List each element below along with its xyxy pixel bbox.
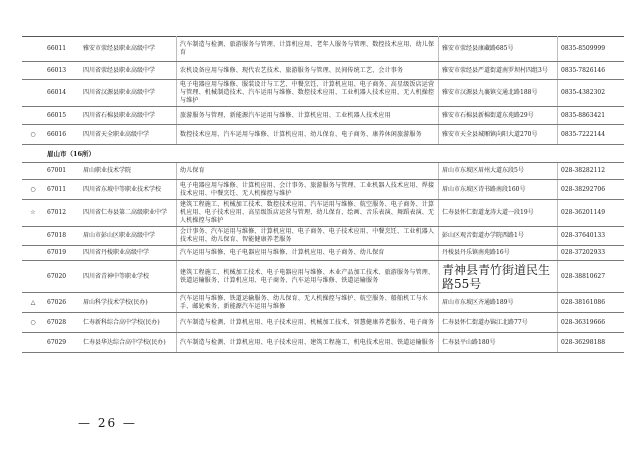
school-code: 67020 bbox=[44, 261, 80, 293]
school-address: 眉山市东坡区齐通路189号 bbox=[439, 293, 558, 313]
school-name: 四川省荥经县职业高级中学 bbox=[80, 62, 177, 80]
school-address: 仁寿县怀仁街道龙涛大道一段19号 bbox=[439, 200, 558, 227]
majors-list: 汽车制造与检测、计算机应用、电子技术应用、建筑工程施工、机电技术应用、铁道运输服务 bbox=[177, 333, 439, 353]
school-phone: 0835-8509999 bbox=[558, 37, 625, 62]
school-row bbox=[22, 80, 624, 107]
school-name: 仁寿新科综合高中学校(民办) bbox=[80, 313, 177, 333]
school-name: 四川省仁寿县第二高级职业中学 bbox=[80, 200, 177, 227]
school-code: 66013 bbox=[44, 62, 80, 80]
schools-table bbox=[22, 36, 624, 353]
school-phone: 0835-8863421 bbox=[558, 107, 625, 125]
majors-list: 农机设备应用与维修、现代农艺技术、旅游服务与管理、民间传统工艺、会计事务 bbox=[177, 62, 439, 80]
school-name: 雅安市荥经县职业高级中学 bbox=[80, 37, 177, 62]
row-marker-icon: ☆ bbox=[22, 200, 44, 227]
majors-list: 汽车运用与维修、电子电器应用与维修、计算机应用、电子商务、幼儿保育 bbox=[177, 246, 439, 261]
row-marker-icon: ○ bbox=[22, 180, 44, 200]
school-name: 四川省汉源县职业高级中学 bbox=[80, 80, 177, 107]
row-marker-icon: △ bbox=[22, 293, 44, 313]
school-row bbox=[22, 180, 624, 200]
school-address: 雅安市石棉县新棉街道东苑路29号 bbox=[439, 107, 558, 125]
school-row bbox=[22, 62, 624, 80]
school-name: 四川省青神中等职业学校 bbox=[80, 261, 177, 293]
row-marker-icon bbox=[22, 227, 44, 246]
school-address: 雅安市荥经县严道街道南罗坝村四组3号 bbox=[439, 62, 558, 80]
row-marker-icon bbox=[22, 107, 44, 125]
region-title: 眉山市（16所） bbox=[44, 145, 624, 163]
school-row bbox=[22, 125, 624, 145]
school-name: 四川省东坡中等职业技术学校 bbox=[80, 180, 177, 200]
majors-list: 会计事务、汽车运用与维修、计算机应用、电子商务、电子技术应用、中餐烹饪、工业机器人技术应用、幼儿保育、智能健康养老服务 bbox=[177, 227, 439, 246]
school-address: 雅安市汉源县九襄镇交通北路188号 bbox=[439, 80, 558, 107]
row-marker-icon bbox=[22, 261, 44, 293]
school-code: 67019 bbox=[44, 246, 80, 261]
school-address: 仁寿县平山路180号 bbox=[439, 333, 558, 353]
majors-list: 建筑工程施工、机械加工技术、数控技术应用、汽车运用与维修、航空服务、电子商务、计算机应用、电子技术应用、高星级饭店运营与管理、幼儿保育、绘画、音乐表演、舞蹈表演、无人机操控与维护 bbox=[177, 200, 439, 227]
school-code: 67001 bbox=[44, 163, 80, 180]
row-marker-icon bbox=[22, 333, 44, 353]
school-name: 四川省丹棱职业高级中学 bbox=[80, 246, 177, 261]
school-name: 眉山职业技术学院 bbox=[80, 163, 177, 180]
school-phone: 028-36319666 bbox=[558, 313, 625, 333]
school-code: 67011 bbox=[44, 180, 80, 200]
region-header-row bbox=[22, 145, 624, 163]
majors-list: 电子电器应用与维修、计算机应用、会计事务、旅游服务与管理、工业机器人技术应用、焊接技术应用、中餐烹饪、无人机操控与维护 bbox=[177, 180, 439, 200]
school-name: 四川省石棉县职业高级中学 bbox=[80, 107, 177, 125]
row-marker-icon bbox=[22, 62, 44, 80]
school-phone: 028-36201149 bbox=[558, 200, 625, 227]
row-marker-icon bbox=[22, 80, 44, 107]
row-marker-icon: ○ bbox=[22, 313, 44, 333]
school-phone: 028-38810627 bbox=[558, 261, 625, 293]
row-marker-icon bbox=[22, 246, 44, 261]
majors-list: 汽车运用与维修、铁道运输服务、幼儿保育、无人机操控与维护、航空服务、船舶机工与水手、邮轮乘务、新能源汽车运用与维修 bbox=[177, 293, 439, 313]
school-row bbox=[22, 37, 624, 62]
school-name: 仁寿县华达综合高中学校(民办) bbox=[80, 333, 177, 353]
school-address: 眉山市东坡区诗书路南段160号 bbox=[439, 180, 558, 200]
school-code: 66016 bbox=[44, 125, 80, 145]
row-marker-icon bbox=[22, 163, 44, 180]
school-name: 眉山科学技术学校(民办) bbox=[80, 293, 177, 313]
school-address: 青神县青竹街道民生路55号 bbox=[439, 261, 558, 293]
school-row bbox=[22, 333, 624, 353]
school-address: 眉山市东坡区眉州大道东段5号 bbox=[439, 163, 558, 180]
school-code: 67029 bbox=[44, 333, 80, 353]
school-name: 四川省天全职业高级中学 bbox=[80, 125, 177, 145]
school-row bbox=[22, 200, 624, 227]
school-phone: 028-38292706 bbox=[558, 180, 625, 200]
school-row bbox=[22, 246, 624, 261]
majors-list: 建筑工程施工、机械加工技术、电子电器应用与维修、木业产品加工技术、旅游服务与管理、铁道运输服务、计算机应用、电子商务、汽车运用与维修、铁道运输服务 bbox=[177, 261, 439, 293]
school-address: 彭山区观音街道办学院西路1号 bbox=[439, 227, 558, 246]
majors-list: 汽车制造与检测、旅游服务与管理、计算机应用、老年人服务与管理、数控技术应用、幼儿保育 bbox=[177, 37, 439, 62]
school-code: 67026 bbox=[44, 293, 80, 313]
school-row bbox=[22, 227, 624, 246]
school-code: 67018 bbox=[44, 227, 80, 246]
school-phone: 028-38282112 bbox=[558, 163, 625, 180]
school-phone: 028-37640133 bbox=[558, 227, 625, 246]
region-mark-cell bbox=[22, 145, 44, 163]
row-marker-icon: ○ bbox=[22, 125, 44, 145]
school-phone: 0835-7826146 bbox=[558, 62, 625, 80]
school-code: 66015 bbox=[44, 107, 80, 125]
school-phone: 028-38161086 bbox=[558, 293, 625, 313]
majors-list: 电子电器应用与维修、服装设计与工艺、中餐烹饪、计算机应用、电子商务、高星级饭店运营与管理、机械制造技术、汽车运用与维修、数控技术应用、工业机器人技术应用、无人机操控与维护 bbox=[177, 80, 439, 107]
page-number: — 26 — bbox=[78, 416, 137, 430]
school-address: 仁寿县怀仁街道办锦江北路77号 bbox=[439, 313, 558, 333]
school-phone: 028-37202933 bbox=[558, 246, 625, 261]
school-address: 丹棱县丹乐镇南苑路16号 bbox=[439, 246, 558, 261]
school-phone: 028-36298188 bbox=[558, 333, 625, 353]
school-code: 67028 bbox=[44, 313, 80, 333]
school-address: 雅安市荥经县康藏路685号 bbox=[439, 37, 558, 62]
majors-list: 汽车制造与检测、计算机应用、电子技术应用、机械加工技术、智慧健康养老服务、电子商务 bbox=[177, 313, 439, 333]
school-row bbox=[22, 313, 624, 333]
row-marker-icon bbox=[22, 37, 44, 62]
majors-list: 数控技术应用、汽车运用与维修、计算机应用、幼儿保育、电子商务、康养休闲旅游服务 bbox=[177, 125, 439, 145]
school-row bbox=[22, 163, 624, 180]
school-phone: 0835-7222144 bbox=[558, 125, 625, 145]
school-phone: 0835-4382302 bbox=[558, 80, 625, 107]
majors-list: 幼儿保育 bbox=[177, 163, 439, 180]
school-code: 66014 bbox=[44, 80, 80, 107]
school-row bbox=[22, 293, 624, 313]
school-row bbox=[22, 261, 624, 293]
school-row bbox=[22, 107, 624, 125]
school-address: 雅安市天全县城厢镇向阳大道270号 bbox=[439, 125, 558, 145]
school-name: 眉山市彭山区职业高级中学 bbox=[80, 227, 177, 246]
majors-list: 旅游服务与管理、新能源汽车运用与维修、计算机应用、工业机器人技术应用 bbox=[177, 107, 439, 125]
school-code: 67012 bbox=[44, 200, 80, 227]
school-code: 66011 bbox=[44, 37, 80, 62]
